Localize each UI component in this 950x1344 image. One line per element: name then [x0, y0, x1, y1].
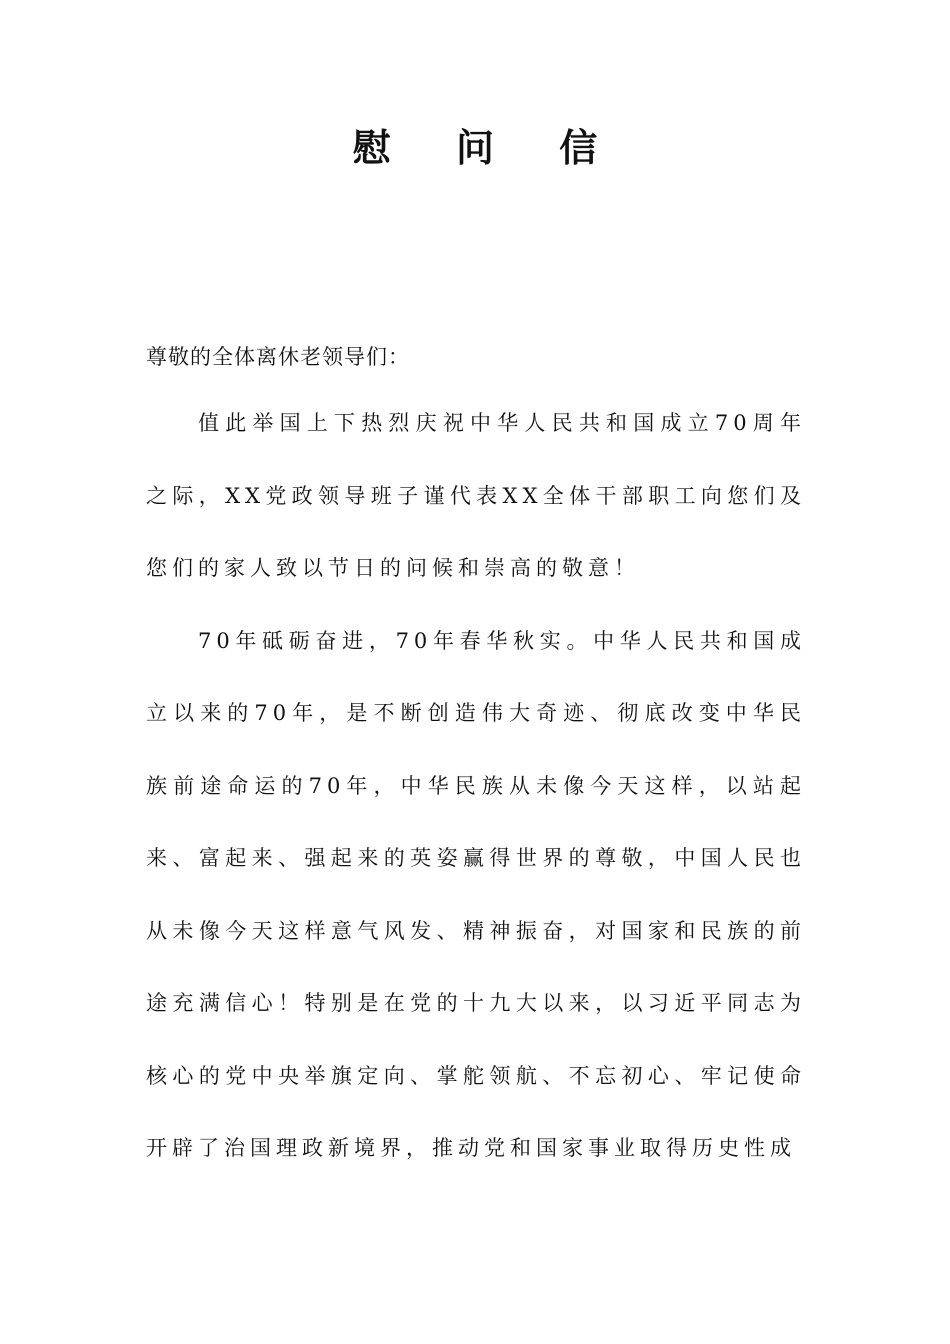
- paragraph-1: 值此举国上下热烈庆祝中华人民共和国成立70周年之际，XX党政领导班子谨代表XX全体干部职工向您们及您们的家人致以节日的问候和崇高的敬意！: [146, 411, 806, 580]
- letter-body: [146, 327, 806, 1185]
- paragraph-2: 70年砥砺奋进，70年春华秋实。中华人民共和国成立以来的70年，是不断创造伟大奇迹、彻底改变中华民族前途命运的70年，中华民族从未像今天这样，以站起来、富起来、强起来的英姿赢得世界的尊敬，中国人民也从未像今天这样意气风发、精神振奋，对国家和民族的前途充满信心！特别是在党的十九大以来，以习近平同志为核心的党中央举旗定向、掌舵领航、不忘初心、牢记使命开辟了治国理政新境界，推动党和国家事业取得历史性成: [146, 628, 806, 1160]
- letter-title: 慰 问 信: [352, 125, 624, 170]
- salutation: 尊敬的全体离休老领导们：: [146, 345, 410, 369]
